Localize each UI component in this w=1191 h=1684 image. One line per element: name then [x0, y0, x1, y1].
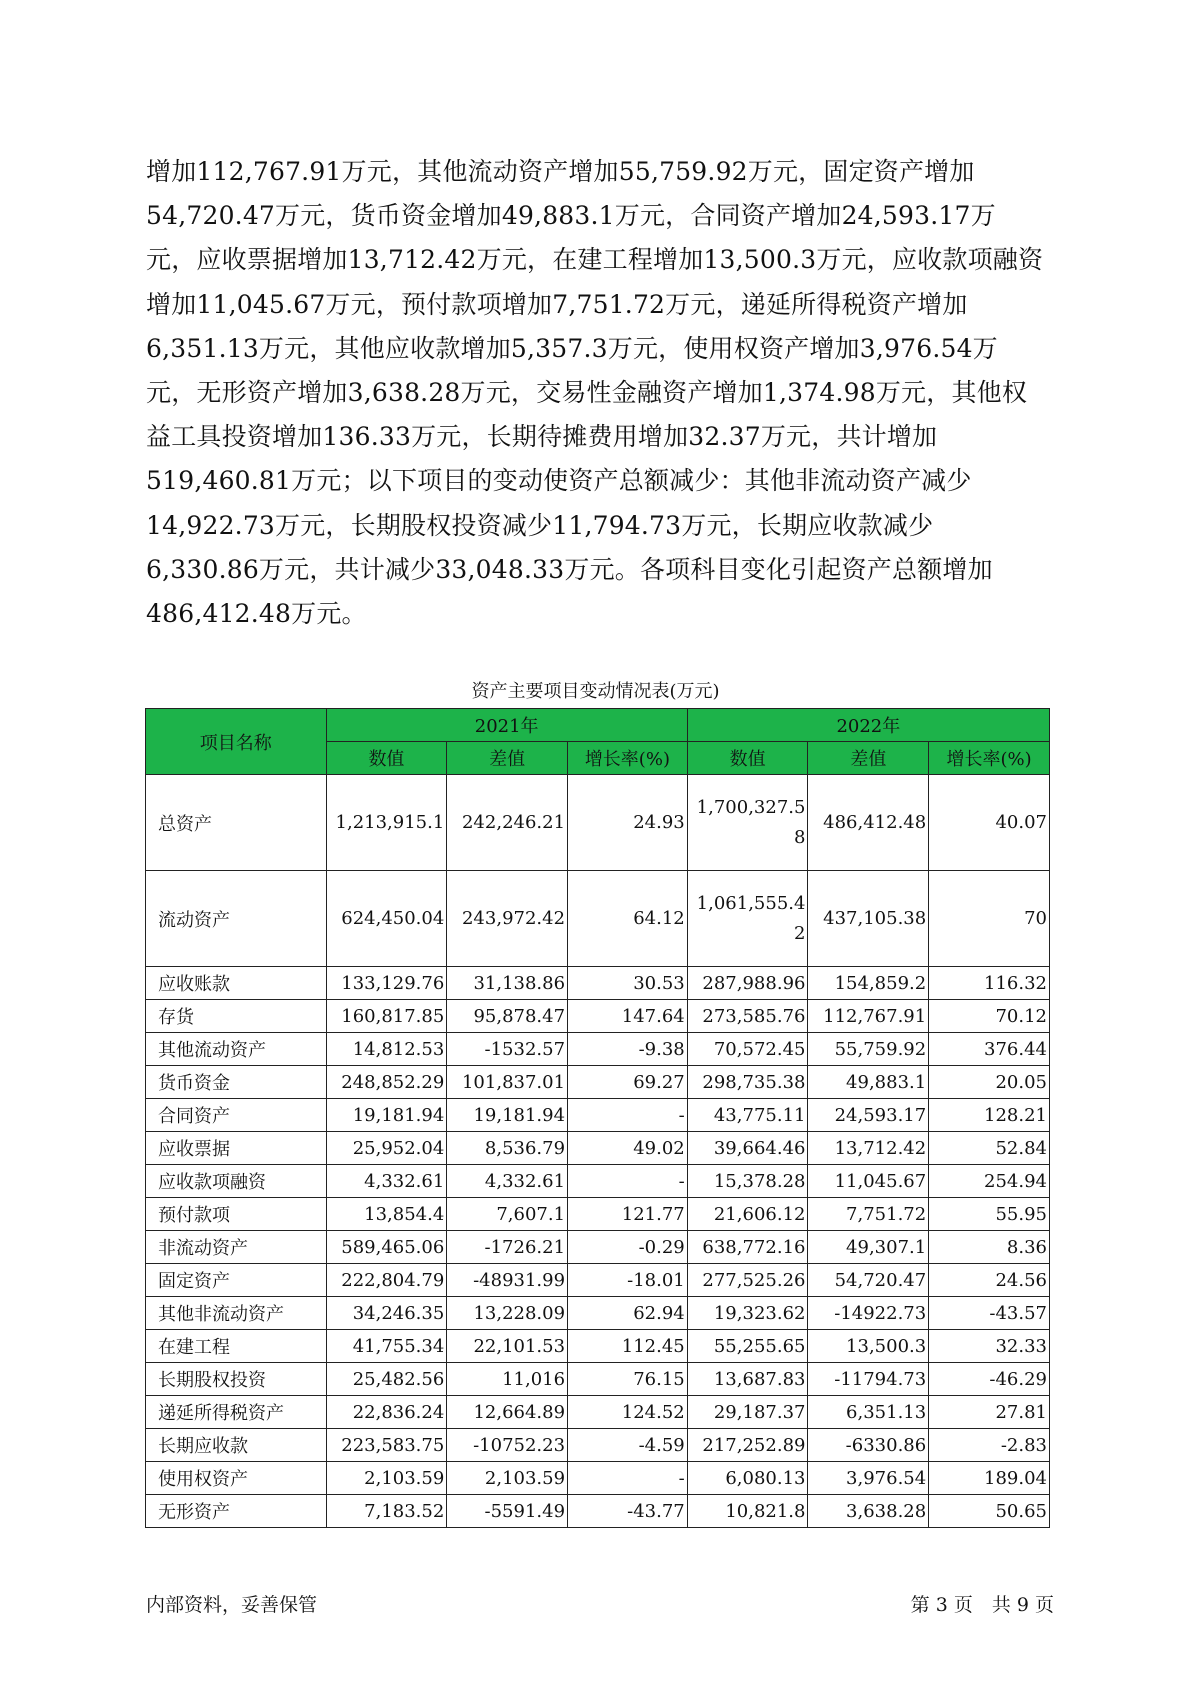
header-value: 数值 [326, 742, 447, 775]
header-diff: 差值 [808, 742, 929, 775]
table-cell: 70.12 [929, 1000, 1050, 1033]
table-cell: 19,323.62 [687, 1297, 808, 1330]
table-cell: 13,228.09 [447, 1297, 568, 1330]
table-row [146, 1462, 1050, 1495]
table-cell: -5591.49 [447, 1495, 568, 1528]
row-label: 货币资金 [146, 1066, 327, 1099]
table-cell: 10,821.8 [687, 1495, 808, 1528]
table-row [146, 775, 1050, 871]
table-cell: 55,759.92 [808, 1033, 929, 1066]
table-cell: 277,525.26 [687, 1264, 808, 1297]
table-cell: 24.93 [568, 775, 688, 871]
table-cell: -43.57 [929, 1297, 1050, 1330]
table-cell: 248,852.29 [326, 1066, 447, 1099]
table-cell: 95,878.47 [447, 1000, 568, 1033]
table-cell: -4.59 [568, 1429, 688, 1462]
table-cell: 222,804.79 [326, 1264, 447, 1297]
row-label: 总资产 [146, 775, 327, 871]
table-cell: 12,664.89 [447, 1396, 568, 1429]
table-cell: 124.52 [568, 1396, 688, 1429]
footer-confidential: 内部资料，妥善保管 [146, 1594, 318, 1616]
table-cell: 14,812.53 [326, 1033, 447, 1066]
table-cell: 40.07 [929, 775, 1050, 871]
table-cell: 15,378.28 [687, 1165, 808, 1198]
row-label: 在建工程 [146, 1330, 327, 1363]
table-cell: 39,664.46 [687, 1132, 808, 1165]
row-label: 非流动资产 [146, 1231, 327, 1264]
table-cell: 29,187.37 [687, 1396, 808, 1429]
table-cell: 437,105.38 [808, 871, 929, 967]
row-label: 使用权资产 [146, 1462, 327, 1495]
table-row [146, 1033, 1050, 1066]
table-cell: 21,606.12 [687, 1198, 808, 1231]
table-cell: 486,412.48 [808, 775, 929, 871]
table-row [146, 1231, 1050, 1264]
table-cell: - [568, 1165, 688, 1198]
table-cell: 7,751.72 [808, 1198, 929, 1231]
table-cell: 76.15 [568, 1363, 688, 1396]
table-cell: 24,593.17 [808, 1099, 929, 1132]
asset-change-table [145, 708, 1050, 1528]
table-cell: 19,181.94 [447, 1099, 568, 1132]
table-cell: -2.83 [929, 1429, 1050, 1462]
table-cell: -43.77 [568, 1495, 688, 1528]
row-label: 长期股权投资 [146, 1363, 327, 1396]
table-cell: 11,016 [447, 1363, 568, 1396]
table-cell: 19,181.94 [326, 1099, 447, 1132]
row-label: 固定资产 [146, 1264, 327, 1297]
table-cell: 3,638.28 [808, 1495, 929, 1528]
table-cell: 25,482.56 [326, 1363, 447, 1396]
body-paragraph: 增加112,767.91万元，其他流动资产增加55,759.92万元，固定资产增加54,720.47万元，货币资金增加49,883.1万元，合同资产增加24,593.17万元，应收票据增加13,712.42万元，在建工程增加13,500.3万元，应收款项融资增加11,045.67万元，预付款项增加7,751.72万元，递延所得税资产增加6,351.13万元，其他应收款增加5,357.3万元，使用权资产增加3,976.54万元，无形资产增加3,638.28万元，交易性金融资产增加1,374.98万元，其他权益工具投资增加136.33万元，长期待摊费用增加32.37万元，共计增加519,460.81万元；以下项目的变动使资产总额减少：其他非流动资产减少14,922.73万元，长期股权投资减少11,794.73万元，长期应收款减少6,330.86万元，共计减少33,048.33万元。各项科目变化引起资产总额增加486,412.48万元。 [146, 157, 1044, 629]
table-cell: 30.53 [568, 967, 688, 1000]
table-cell: 70 [929, 871, 1050, 967]
table-cell: 70,572.45 [687, 1033, 808, 1066]
header-growth: 增长率(%) [929, 742, 1050, 775]
table-cell: 154,859.2 [808, 967, 929, 1000]
table-row [146, 1165, 1050, 1198]
table-cell: 638,772.16 [687, 1231, 808, 1264]
table-cell: 112.45 [568, 1330, 688, 1363]
table-cell: 31,138.86 [447, 967, 568, 1000]
table-cell: 589,465.06 [326, 1231, 447, 1264]
table-cell: 2,103.59 [326, 1462, 447, 1495]
table-cell: -18.01 [568, 1264, 688, 1297]
table-cell: 27.81 [929, 1396, 1050, 1429]
row-label: 无形资产 [146, 1495, 327, 1528]
header-item-name: 项目名称 [146, 709, 327, 775]
table-cell: 6,080.13 [687, 1462, 808, 1495]
table-cell: 243,972.42 [447, 871, 568, 967]
table-cell: 254.94 [929, 1165, 1050, 1198]
row-label: 长期应收款 [146, 1429, 327, 1462]
table-cell: - [568, 1099, 688, 1132]
table-row [146, 1099, 1050, 1132]
table-cell: 8,536.79 [447, 1132, 568, 1165]
table-cell: 41,755.34 [326, 1330, 447, 1363]
table-cell: -6330.86 [808, 1429, 929, 1462]
table-row [146, 1066, 1050, 1099]
table-cell: 13,712.42 [808, 1132, 929, 1165]
row-label: 合同资产 [146, 1099, 327, 1132]
header-value: 数值 [687, 742, 808, 775]
table-cell: 13,854.4 [326, 1198, 447, 1231]
table-cell: 11,045.67 [808, 1165, 929, 1198]
table-cell: 128.21 [929, 1099, 1050, 1132]
table-cell: 49.02 [568, 1132, 688, 1165]
table-cell: 13,687.83 [687, 1363, 808, 1396]
header-growth: 增长率(%) [568, 742, 688, 775]
table-cell: -10752.23 [447, 1429, 568, 1462]
table-cell: 112,767.91 [808, 1000, 929, 1033]
table-cell: 242,246.21 [447, 775, 568, 871]
table-cell: 25,952.04 [326, 1132, 447, 1165]
table-cell: 1,700,327.58 [687, 775, 808, 871]
table-cell: 55.95 [929, 1198, 1050, 1231]
row-label: 流动资产 [146, 871, 327, 967]
table-cell: 54,720.47 [808, 1264, 929, 1297]
table-row [146, 1363, 1050, 1396]
table-cell: 116.32 [929, 967, 1050, 1000]
table-cell: 34,246.35 [326, 1297, 447, 1330]
table-cell: -1532.57 [447, 1033, 568, 1066]
table-cell: 20.05 [929, 1066, 1050, 1099]
table-row [146, 871, 1050, 967]
table-cell: - [568, 1462, 688, 1495]
table-cell: 101,837.01 [447, 1066, 568, 1099]
table-cell: 7,183.52 [326, 1495, 447, 1528]
table-cell: -9.38 [568, 1033, 688, 1066]
table-cell: 4,332.61 [326, 1165, 447, 1198]
table-cell: 1,213,915.1 [326, 775, 447, 871]
table-row [146, 1330, 1050, 1363]
header-diff: 差值 [447, 742, 568, 775]
table-cell: 189.04 [929, 1462, 1050, 1495]
row-label: 应收账款 [146, 967, 327, 1000]
table-cell: -48931.99 [447, 1264, 568, 1297]
table-cell: 6,351.13 [808, 1396, 929, 1429]
table-row [146, 1297, 1050, 1330]
row-label: 应收款项融资 [146, 1165, 327, 1198]
table-body [146, 775, 1050, 1528]
table-cell: 8.36 [929, 1231, 1050, 1264]
table-cell: -14922.73 [808, 1297, 929, 1330]
table-cell: 7,607.1 [447, 1198, 568, 1231]
table-cell: 49,883.1 [808, 1066, 929, 1099]
table-row [146, 1264, 1050, 1297]
table-cell: 24.56 [929, 1264, 1050, 1297]
table-cell: -46.29 [929, 1363, 1050, 1396]
table-cell: 22,101.53 [447, 1330, 568, 1363]
header-year-2022: 2022年 [687, 709, 1049, 742]
table-cell: 287,988.96 [687, 967, 808, 1000]
row-label: 应收票据 [146, 1132, 327, 1165]
table-cell: 69.27 [568, 1066, 688, 1099]
table-row [146, 1198, 1050, 1231]
table-row [146, 1396, 1050, 1429]
table-cell: 624,450.04 [326, 871, 447, 967]
table-cell: -11794.73 [808, 1363, 929, 1396]
row-label: 存货 [146, 1000, 327, 1033]
table-cell: 52.84 [929, 1132, 1050, 1165]
table-row [146, 1000, 1050, 1033]
table-cell: 49,307.1 [808, 1231, 929, 1264]
row-label: 其他流动资产 [146, 1033, 327, 1066]
header-year-2021: 2021年 [326, 709, 687, 742]
table-cell: 376.44 [929, 1033, 1050, 1066]
table-row [146, 967, 1050, 1000]
table-cell: 160,817.85 [326, 1000, 447, 1033]
row-label: 预付款项 [146, 1198, 327, 1231]
table-row [146, 1495, 1050, 1528]
table-cell: 1,061,555.42 [687, 871, 808, 967]
table-cell: 2,103.59 [447, 1462, 568, 1495]
table-cell: 298,735.38 [687, 1066, 808, 1099]
table-cell: 273,585.76 [687, 1000, 808, 1033]
table-cell: 62.94 [568, 1297, 688, 1330]
table-cell: 121.77 [568, 1198, 688, 1231]
table-cell: 223,583.75 [326, 1429, 447, 1462]
table-cell: 32.33 [929, 1330, 1050, 1363]
page-number: 第 3 页 共 9 页 [910, 1594, 1054, 1616]
table-cell: 50.65 [929, 1495, 1050, 1528]
table-row [146, 1429, 1050, 1462]
table-cell: 64.12 [568, 871, 688, 967]
table-cell: -1726.21 [447, 1231, 568, 1264]
table-caption: 资产主要项目变动情况表(万元) [471, 681, 720, 702]
table-cell: 133,129.76 [326, 967, 447, 1000]
table-cell: -0.29 [568, 1231, 688, 1264]
row-label: 其他非流动资产 [146, 1297, 327, 1330]
table-cell: 13,500.3 [808, 1330, 929, 1363]
row-label: 递延所得税资产 [146, 1396, 327, 1429]
table-cell: 147.64 [568, 1000, 688, 1033]
table-cell: 55,255.65 [687, 1330, 808, 1363]
table-cell: 217,252.89 [687, 1429, 808, 1462]
table-cell: 22,836.24 [326, 1396, 447, 1429]
table-cell: 43,775.11 [687, 1099, 808, 1132]
table-cell: 3,976.54 [808, 1462, 929, 1495]
table-cell: 4,332.61 [447, 1165, 568, 1198]
table-row [146, 1132, 1050, 1165]
